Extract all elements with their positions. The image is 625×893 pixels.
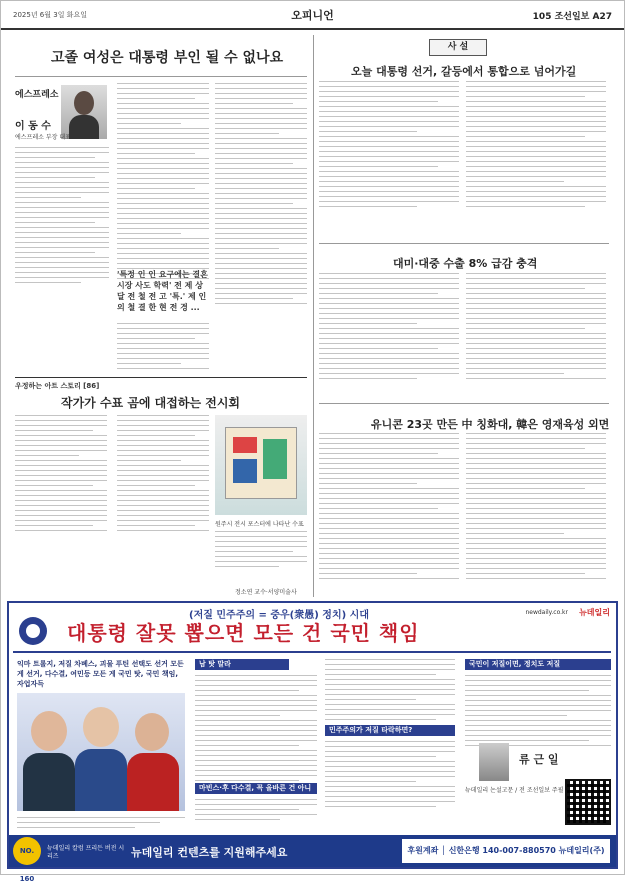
column2-photo (215, 415, 307, 515)
columnist-name: 류 근 일 (519, 753, 559, 766)
donation-account[interactable]: 후원계좌 │ 신한은행 140-007-880570 뉴데일리(주) (402, 839, 610, 863)
ad-q2: 민주주의가 저질 타락하면? (325, 725, 455, 736)
editorial-title-1: 오늘 대통령 선거, 갈등에서 통합으로 넘어가길 (351, 65, 577, 78)
ad-intro: 익마 트롤지, 저질 차베스, 괴물 푸틴 선택도 선거 모든 게 선거, 다수결, 여민등 모든 게 국민 탓, 국민 책임, 자업자득 (17, 660, 184, 688)
columnist-role: 뉴데일리 논설고문 / 전 조선일보 주필 (465, 787, 564, 794)
column-body-3 (117, 323, 209, 373)
editorial-body-2a (319, 273, 459, 383)
page-number: 105 조선일보 A27 (532, 12, 612, 22)
editorial-body-1a (319, 81, 459, 211)
editorial-body-3a (319, 433, 459, 583)
ad-col1-body-2 (195, 799, 317, 824)
column-body-2 (117, 83, 209, 283)
author-role: 에스프레소 부장 대표 (15, 134, 71, 141)
column-body-4 (215, 83, 307, 308)
qr-code[interactable] (565, 779, 611, 825)
ad-site: newdaily.co.kr (525, 609, 568, 616)
editorial-title-2: 대미·대중 수출 8% 급감 충격 (393, 257, 538, 270)
ad-footer (9, 835, 616, 883)
footer-series: 뉴데일리 칼럼 프리든 버전 시리즈 (47, 845, 125, 860)
ad-col2-body (325, 659, 455, 724)
column-title: 고졸 여성은 대통령 부인 될 수 없나요 (51, 50, 284, 66)
editorial-body-3b (466, 433, 606, 583)
ad-brand: 뉴데일리 (579, 608, 610, 617)
ad-col3-body (465, 675, 611, 750)
column-label: 에스프레소 (15, 90, 59, 100)
ad-col2-body-2 (325, 741, 455, 811)
section-title: 오피니언 (291, 9, 334, 22)
column2-body-1 (15, 415, 107, 535)
column2-body-3 (215, 531, 307, 571)
ad-photo-caption (17, 817, 185, 832)
column2-caption: 원주시 전시 포스터에 나타난 수표 (215, 521, 304, 528)
ad-subtitle: (저질 민주주의 = 중우(衆愚) 정치) 시대 (189, 610, 369, 621)
ad-q3: 국민이 저질이면, 정치도 저질 (465, 659, 611, 670)
ballot-icon (19, 617, 47, 645)
ad-photo (17, 693, 185, 811)
series-badge: NO. 160 (13, 837, 41, 865)
editorial-tag: 사 설 (429, 39, 487, 56)
editorial-body-2b (466, 273, 606, 383)
pull-quote: '특정 인 인 요구에는 결혼 시장 사도 학력' 전 제 상 달 전 철 전 고 '특.' 제 인 의 철 결 한 현 전 경 ... (117, 270, 208, 312)
author-name: 이 동 수 (15, 121, 51, 132)
ad-headline: 대통령 잘못 뽑으면 모든 건 국민 책임 (67, 621, 420, 645)
column-body (15, 147, 109, 287)
editorial-body-1b (466, 81, 606, 211)
column2-title: 작가가 수표 곰에 대접하는 전시회 (61, 396, 241, 410)
ad-q1: 남 탓 말라 (195, 659, 289, 670)
columnist-photo (479, 743, 509, 781)
issue-date: 2025년 6월 3일 화요일 (13, 11, 87, 19)
ad-block (7, 601, 618, 883)
ad-col1-body (195, 675, 317, 785)
footer-support: 뉴데일리 컨텐츠를 지원해주세요 (131, 846, 288, 859)
editorial-title-3: 유니콘 23곳 만든 中 칭화대, 韓은 영재육성 외면 (371, 418, 610, 431)
ad-q4: 마빈스·후 다수결, 꼭 올바른 건 아니다 (195, 783, 317, 794)
page-header (1, 1, 624, 30)
column2-label: 우정하는 아트 스토리 [86] (15, 382, 100, 390)
column2-body-2 (117, 415, 209, 535)
author-photo (61, 85, 107, 139)
column2-byline: 정소연 교수·서양미술사 (235, 589, 297, 596)
